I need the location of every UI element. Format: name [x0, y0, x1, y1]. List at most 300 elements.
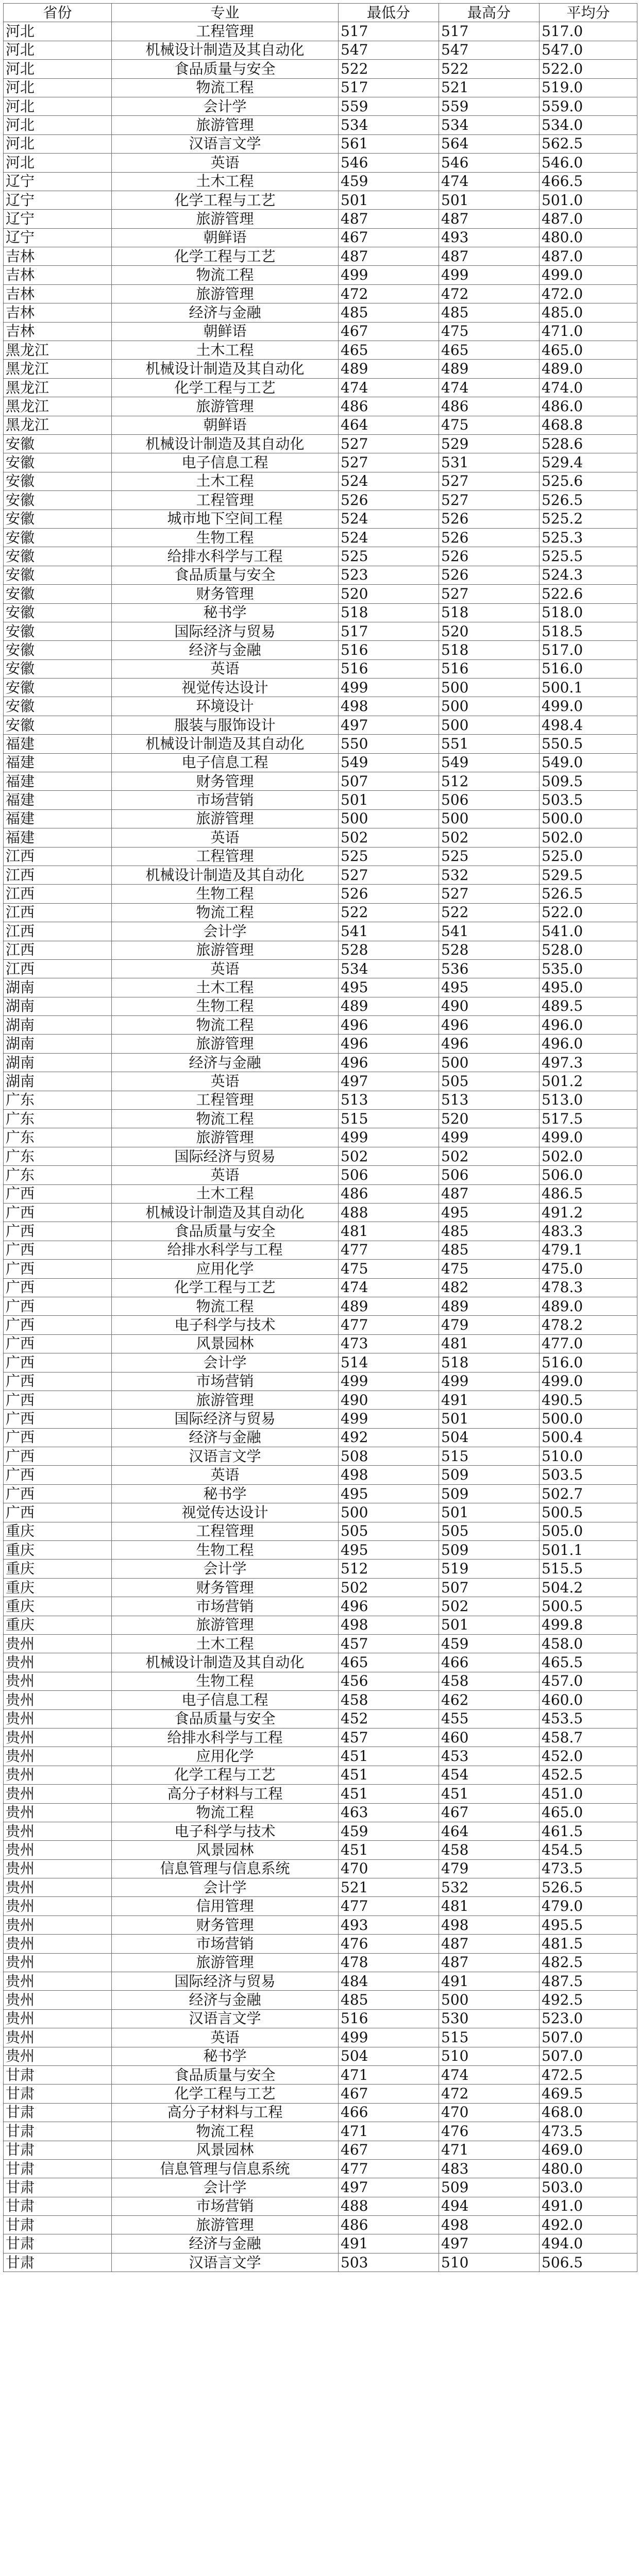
major-cell: 会计学: [112, 1560, 339, 1578]
province-cell: 甘肃: [4, 2253, 112, 2272]
province-cell: 黑龙江: [4, 416, 112, 434]
province-cell: 安徽: [4, 472, 112, 490]
province-cell: 重庆: [4, 1522, 112, 1540]
avg-score-cell: 503.0: [540, 2178, 637, 2197]
min-score-cell: 517: [339, 22, 439, 41]
max-score-cell: 515: [439, 1447, 540, 1466]
min-score-cell: 466: [339, 2103, 439, 2122]
max-score-cell: 493: [439, 228, 540, 247]
min-score-cell: 499: [339, 1372, 439, 1391]
min-score-cell: 497: [339, 716, 439, 734]
avg-score-cell: 468.0: [540, 2103, 637, 2122]
table-row: [4, 1803, 637, 1822]
table-row: [4, 1672, 637, 1690]
avg-score-cell: 472.5: [540, 2065, 637, 2084]
avg-score-cell: 500.1: [540, 679, 637, 697]
major-cell: 生物工程: [112, 997, 339, 1015]
avg-score-cell: 465.5: [540, 1653, 637, 1672]
province-cell: 江西: [4, 903, 112, 922]
major-cell: 机械设计制造及其自动化: [112, 434, 339, 453]
table-row: [4, 2159, 637, 2178]
max-score-cell: 479: [439, 1316, 540, 1334]
avg-score-cell: 503.5: [540, 791, 637, 809]
table-row: [4, 1353, 637, 1372]
avg-score-cell: 504.2: [540, 1578, 637, 1597]
major-cell: 秘书学: [112, 2047, 339, 2065]
min-score-cell: 465: [339, 1653, 439, 1672]
avg-score-cell: 534.0: [540, 116, 637, 134]
max-score-cell: 454: [439, 1766, 540, 1784]
province-cell: 广东: [4, 1091, 112, 1109]
table-row: [4, 585, 637, 603]
min-score-cell: 457: [339, 1634, 439, 1653]
table-row: [4, 997, 637, 1015]
min-score-cell: 459: [339, 1822, 439, 1840]
table-row: [4, 60, 637, 78]
min-score-cell: 467: [339, 2084, 439, 2103]
avg-score-cell: 515.5: [540, 1560, 637, 1578]
max-score-cell: 551: [439, 735, 540, 753]
table-row: [4, 2197, 637, 2215]
province-cell: 安徽: [4, 603, 112, 622]
min-score-cell: 493: [339, 1916, 439, 1934]
min-score-cell: 508: [339, 1447, 439, 1466]
max-score-cell: 522: [439, 903, 540, 922]
province-cell: 湖南: [4, 978, 112, 997]
province-cell: 福建: [4, 772, 112, 791]
province-cell: 广西: [4, 1503, 112, 1522]
max-score-cell: 505: [439, 1072, 540, 1091]
province-cell: 贵州: [4, 1747, 112, 1766]
major-cell: 土木工程: [112, 472, 339, 490]
province-cell: 贵州: [4, 1916, 112, 1934]
max-score-cell: 502: [439, 828, 540, 847]
max-score-cell: 547: [439, 41, 540, 59]
avg-score-cell: 499.0: [540, 1128, 637, 1147]
max-score-cell: 519: [439, 1560, 540, 1578]
min-score-cell: 477: [339, 1316, 439, 1334]
avg-score-cell: 496.0: [540, 1035, 637, 1053]
table-row: [4, 603, 637, 622]
province-cell: 贵州: [4, 1709, 112, 1728]
table-row: [4, 397, 637, 416]
max-score-cell: 529: [439, 434, 540, 453]
avg-score-cell: 489.0: [540, 360, 637, 378]
max-score-cell: 532: [439, 1878, 540, 1897]
max-score-cell: 501: [439, 191, 540, 209]
min-score-cell: 490: [339, 1391, 439, 1409]
max-score-cell: 481: [439, 1897, 540, 1916]
table-row: [4, 1709, 637, 1728]
major-cell: 秘书学: [112, 603, 339, 622]
max-score-cell: 451: [439, 1785, 540, 1803]
max-score-cell: 509: [439, 2178, 540, 2197]
avg-score-cell: 497.3: [540, 1053, 637, 1072]
avg-score-cell: 487.0: [540, 247, 637, 266]
province-cell: 江西: [4, 866, 112, 884]
max-score-cell: 496: [439, 1016, 540, 1035]
max-score-cell: 483: [439, 2159, 540, 2178]
avg-score-cell: 501.1: [540, 1541, 637, 1560]
min-score-cell: 513: [339, 1091, 439, 1109]
table-row: [4, 697, 637, 716]
province-cell: 安徽: [4, 716, 112, 734]
avg-score-cell: 489.5: [540, 997, 637, 1015]
max-score-cell: 531: [439, 453, 540, 472]
major-cell: 食品质量与安全: [112, 1709, 339, 1728]
major-cell: 化学工程与工艺: [112, 1278, 339, 1297]
province-cell: 贵州: [4, 2009, 112, 2028]
table-row: [4, 659, 637, 678]
table-row: [4, 828, 637, 847]
avg-score-cell: 517.0: [540, 22, 637, 41]
avg-score-cell: 506.0: [540, 1166, 637, 1184]
major-cell: 经济与金融: [112, 641, 339, 659]
major-cell: 食品质量与安全: [112, 60, 339, 78]
min-score-cell: 488: [339, 2197, 439, 2215]
avg-score-cell: 505.0: [540, 1522, 637, 1540]
min-score-cell: 495: [339, 978, 439, 997]
major-cell: 国际经济与贸易: [112, 1147, 339, 1165]
table-row: [4, 1897, 637, 1916]
table-row: [4, 1859, 637, 1878]
avg-score-cell: 458.0: [540, 1634, 637, 1653]
avg-score-cell: 473.5: [540, 2122, 637, 2141]
max-score-cell: 530: [439, 2009, 540, 2028]
min-score-cell: 489: [339, 997, 439, 1015]
table-row: [4, 1072, 637, 1091]
province-cell: 安徽: [4, 697, 112, 716]
table-row: [4, 903, 637, 922]
avg-score-cell: 510.0: [540, 1447, 637, 1466]
min-score-cell: 496: [339, 1035, 439, 1053]
major-cell: 英语: [112, 828, 339, 847]
major-cell: 汉语言文学: [112, 2009, 339, 2028]
major-cell: 机械设计制造及其自动化: [112, 735, 339, 753]
max-score-cell: 474: [439, 172, 540, 191]
table-row: [4, 1541, 637, 1560]
table-row: [4, 322, 637, 341]
province-cell: 吉林: [4, 266, 112, 284]
province-cell: 贵州: [4, 1841, 112, 1859]
table-row: [4, 922, 637, 941]
avg-score-cell: 491.2: [540, 1204, 637, 1222]
major-cell: 市场营销: [112, 2197, 339, 2215]
table-row: [4, 284, 637, 303]
min-score-cell: 478: [339, 1953, 439, 1972]
major-cell: 汉语言文学: [112, 2253, 339, 2272]
min-score-cell: 534: [339, 959, 439, 978]
max-score-cell: 470: [439, 2103, 540, 2122]
table-row: [4, 753, 637, 772]
province-cell: 广西: [4, 1316, 112, 1334]
avg-score-cell: 528.6: [540, 434, 637, 453]
max-score-cell: 501: [439, 1503, 540, 1522]
min-score-cell: 486: [339, 397, 439, 416]
province-cell: 贵州: [4, 1859, 112, 1878]
province-cell: 甘肃: [4, 2103, 112, 2122]
province-cell: 贵州: [4, 1785, 112, 1803]
header-major: 专业: [112, 4, 339, 22]
major-cell: 经济与金融: [112, 1053, 339, 1072]
max-score-cell: 505: [439, 1522, 540, 1540]
table-row: [4, 472, 637, 490]
major-cell: 旅游管理: [112, 1953, 339, 1972]
province-cell: 安徽: [4, 566, 112, 584]
max-score-cell: 458: [439, 1841, 540, 1859]
table-row: [4, 2009, 637, 2028]
table-row: [4, 641, 637, 659]
avg-score-cell: 481.5: [540, 1935, 637, 1953]
avg-score-cell: 453.5: [540, 1709, 637, 1728]
table-row: [4, 1128, 637, 1147]
province-cell: 甘肃: [4, 2065, 112, 2084]
table-row: [4, 1091, 637, 1109]
min-score-cell: 477: [339, 2159, 439, 2178]
max-score-cell: 513: [439, 1091, 540, 1109]
avg-score-cell: 495.0: [540, 978, 637, 997]
avg-score-cell: 490.5: [540, 1391, 637, 1409]
major-cell: 工程管理: [112, 1091, 339, 1109]
avg-score-cell: 526.5: [540, 1878, 637, 1897]
avg-score-cell: 525.6: [540, 472, 637, 490]
major-cell: 给排水科学与工程: [112, 1728, 339, 1747]
min-score-cell: 499: [339, 1128, 439, 1147]
major-cell: 会计学: [112, 1878, 339, 1897]
min-score-cell: 547: [339, 41, 439, 59]
table-row: [4, 866, 637, 884]
table-row: [4, 1785, 637, 1803]
max-score-cell: 502: [439, 1147, 540, 1165]
table-row: [4, 434, 637, 453]
province-cell: 广西: [4, 1410, 112, 1428]
min-score-cell: 516: [339, 2009, 439, 2028]
max-score-cell: 487: [439, 1935, 540, 1953]
table-row: [4, 2253, 637, 2272]
major-cell: 电子信息工程: [112, 453, 339, 472]
min-score-cell: 465: [339, 341, 439, 360]
avg-score-cell: 529.4: [540, 453, 637, 472]
major-cell: 机械设计制造及其自动化: [112, 360, 339, 378]
min-score-cell: 471: [339, 2065, 439, 2084]
avg-score-cell: 501.0: [540, 191, 637, 209]
table-row: [4, 1204, 637, 1222]
province-cell: 福建: [4, 753, 112, 772]
min-score-cell: 491: [339, 2234, 439, 2253]
min-score-cell: 514: [339, 1353, 439, 1372]
province-cell: 安徽: [4, 659, 112, 678]
max-score-cell: 499: [439, 266, 540, 284]
min-score-cell: 481: [339, 1222, 439, 1241]
province-cell: 广西: [4, 1466, 112, 1484]
max-score-cell: 453: [439, 1747, 540, 1766]
avg-score-cell: 472.0: [540, 284, 637, 303]
min-score-cell: 502: [339, 1147, 439, 1165]
major-cell: 化学工程与工艺: [112, 378, 339, 397]
table-row: [4, 1841, 637, 1859]
avg-score-cell: 478.2: [540, 1316, 637, 1334]
max-score-cell: 462: [439, 1691, 540, 1709]
province-cell: 湖南: [4, 1035, 112, 1053]
min-score-cell: 475: [339, 1260, 439, 1278]
major-cell: 财务管理: [112, 772, 339, 791]
admission-score-table: [3, 3, 637, 2272]
province-cell: 河北: [4, 154, 112, 172]
avg-score-cell: 525.2: [540, 510, 637, 528]
major-cell: 市场营销: [112, 791, 339, 809]
avg-score-cell: 547.0: [540, 41, 637, 59]
major-cell: 旅游管理: [112, 1391, 339, 1409]
major-cell: 英语: [112, 1466, 339, 1484]
avg-score-cell: 469.5: [540, 2084, 637, 2103]
table-row: [4, 1222, 637, 1241]
province-cell: 甘肃: [4, 2141, 112, 2159]
max-score-cell: 495: [439, 978, 540, 997]
province-cell: 贵州: [4, 1822, 112, 1840]
major-cell: 会计学: [112, 1353, 339, 1372]
major-cell: 市场营销: [112, 1597, 339, 1616]
min-score-cell: 492: [339, 1428, 439, 1447]
table-row: [4, 78, 637, 97]
province-cell: 广西: [4, 1391, 112, 1409]
avg-score-cell: 526.5: [540, 491, 637, 510]
province-cell: 重庆: [4, 1560, 112, 1578]
table-row: [4, 1578, 637, 1597]
table-row: [4, 1503, 637, 1522]
max-score-cell: 517: [439, 22, 540, 41]
avg-score-cell: 535.0: [540, 959, 637, 978]
province-cell: 安徽: [4, 491, 112, 510]
major-cell: 秘书学: [112, 1484, 339, 1503]
min-score-cell: 534: [339, 116, 439, 134]
province-cell: 重庆: [4, 1616, 112, 1634]
max-score-cell: 498: [439, 1916, 540, 1934]
avg-score-cell: 494.0: [540, 2234, 637, 2253]
min-score-cell: 458: [339, 1691, 439, 1709]
min-score-cell: 474: [339, 1278, 439, 1297]
major-cell: 财务管理: [112, 1916, 339, 1934]
province-cell: 福建: [4, 809, 112, 828]
major-cell: 经济与金融: [112, 2234, 339, 2253]
avg-score-cell: 460.0: [540, 1691, 637, 1709]
province-cell: 江西: [4, 941, 112, 959]
table-row: [4, 1391, 637, 1409]
avg-score-cell: 491.0: [540, 2197, 637, 2215]
province-cell: 安徽: [4, 547, 112, 566]
min-score-cell: 496: [339, 1016, 439, 1035]
major-cell: 工程管理: [112, 22, 339, 41]
avg-score-cell: 473.5: [540, 1859, 637, 1878]
min-score-cell: 541: [339, 922, 439, 941]
min-score-cell: 467: [339, 2141, 439, 2159]
header-province: 省份: [4, 4, 112, 22]
table-row: [4, 941, 637, 959]
max-score-cell: 487: [439, 247, 540, 266]
major-cell: 会计学: [112, 2178, 339, 2197]
province-cell: 吉林: [4, 303, 112, 322]
max-score-cell: 485: [439, 1222, 540, 1241]
avg-score-cell: 451.0: [540, 1785, 637, 1803]
min-score-cell: 476: [339, 1935, 439, 1953]
max-score-cell: 471: [439, 2141, 540, 2159]
avg-score-cell: 482.5: [540, 1953, 637, 1972]
table-row: [4, 716, 637, 734]
max-score-cell: 474: [439, 2065, 540, 2084]
major-cell: 市场营销: [112, 1372, 339, 1391]
max-score-cell: 522: [439, 60, 540, 78]
major-cell: 经济与金融: [112, 1991, 339, 2009]
table-row: [4, 1447, 637, 1466]
max-score-cell: 536: [439, 959, 540, 978]
province-cell: 河北: [4, 97, 112, 115]
max-score-cell: 521: [439, 78, 540, 97]
max-score-cell: 520: [439, 622, 540, 640]
province-cell: 福建: [4, 791, 112, 809]
max-score-cell: 487: [439, 1184, 540, 1203]
table-row: [4, 1522, 637, 1540]
avg-score-cell: 480.0: [540, 2159, 637, 2178]
min-score-cell: 503: [339, 2253, 439, 2272]
min-score-cell: 489: [339, 1297, 439, 1315]
major-cell: 生物工程: [112, 1672, 339, 1690]
max-score-cell: 495: [439, 1204, 540, 1222]
max-score-cell: 491: [439, 1391, 540, 1409]
avg-score-cell: 465.0: [540, 1803, 637, 1822]
min-score-cell: 451: [339, 1747, 439, 1766]
province-cell: 重庆: [4, 1541, 112, 1560]
avg-score-cell: 525.5: [540, 547, 637, 566]
province-cell: 吉林: [4, 284, 112, 303]
province-cell: 黑龙江: [4, 378, 112, 397]
major-cell: 物流工程: [112, 2122, 339, 2141]
major-cell: 国际经济与贸易: [112, 1972, 339, 1991]
max-score-cell: 500: [439, 697, 540, 716]
min-score-cell: 497: [339, 2178, 439, 2197]
min-score-cell: 486: [339, 1184, 439, 1203]
major-cell: 国际经济与贸易: [112, 1410, 339, 1428]
province-cell: 安徽: [4, 434, 112, 453]
max-score-cell: 526: [439, 528, 540, 547]
min-score-cell: 527: [339, 866, 439, 884]
min-score-cell: 516: [339, 659, 439, 678]
max-score-cell: 526: [439, 547, 540, 566]
major-cell: 会计学: [112, 922, 339, 941]
table-row: [4, 1766, 637, 1784]
avg-score-cell: 550.5: [540, 735, 637, 753]
table-row: [4, 1728, 637, 1747]
avg-score-cell: 507.0: [540, 2028, 637, 2047]
table-row: [4, 2234, 637, 2253]
max-score-cell: 526: [439, 566, 540, 584]
major-cell: 视觉传达设计: [112, 1503, 339, 1522]
province-cell: 广西: [4, 1334, 112, 1353]
major-cell: 风景园林: [112, 2141, 339, 2159]
max-score-cell: 501: [439, 1410, 540, 1428]
min-score-cell: 512: [339, 1560, 439, 1578]
table-body: [4, 22, 637, 2272]
table-row: [4, 154, 637, 172]
major-cell: 旅游管理: [112, 116, 339, 134]
province-cell: 广西: [4, 1222, 112, 1241]
major-cell: 朝鲜语: [112, 416, 339, 434]
max-score-cell: 475: [439, 1260, 540, 1278]
min-score-cell: 473: [339, 1334, 439, 1353]
max-score-cell: 534: [439, 116, 540, 134]
avg-score-cell: 499.0: [540, 266, 637, 284]
min-score-cell: 522: [339, 60, 439, 78]
min-score-cell: 471: [339, 2122, 439, 2141]
max-score-cell: 541: [439, 922, 540, 941]
